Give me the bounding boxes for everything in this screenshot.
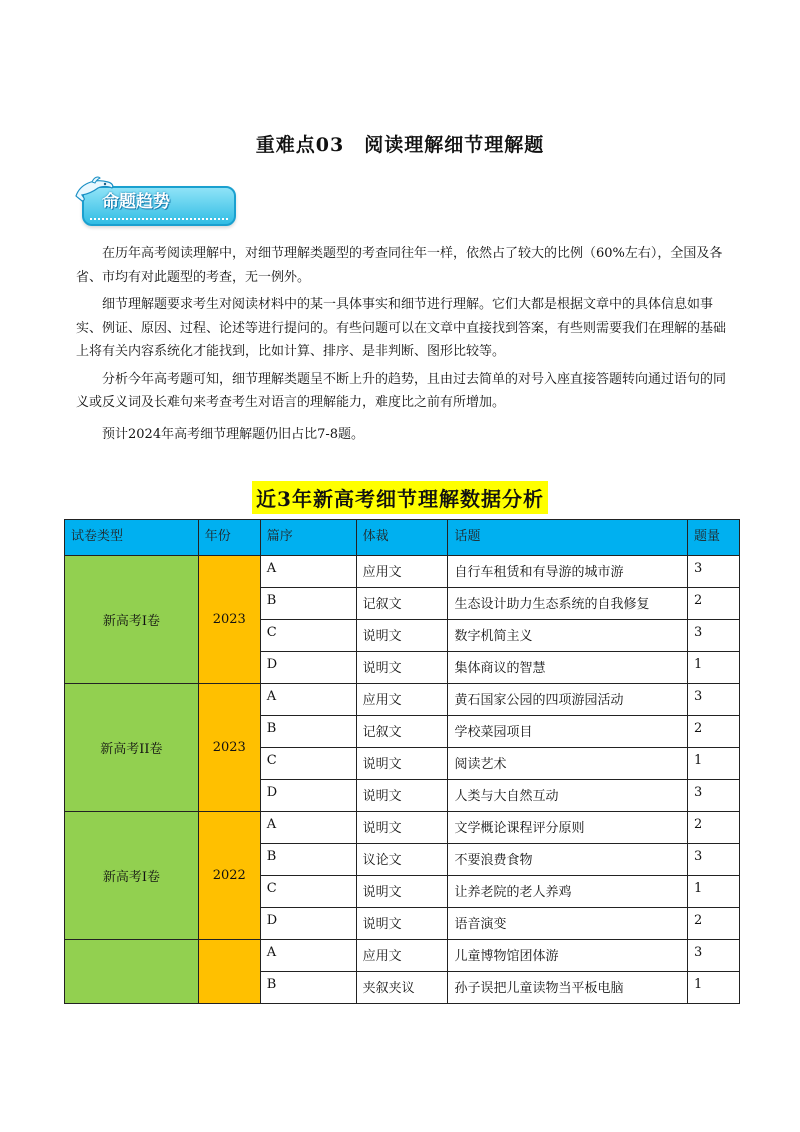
genre-cell: 议论文 bbox=[356, 844, 448, 876]
count-cell: 2 bbox=[688, 908, 740, 940]
table-row bbox=[65, 684, 740, 716]
genre-cell: 应用文 bbox=[356, 684, 448, 716]
year-cell: 2022 bbox=[198, 812, 260, 940]
count-cell: 3 bbox=[688, 620, 740, 652]
count-cell: 1 bbox=[688, 876, 740, 908]
paper-type-cell bbox=[65, 940, 199, 1004]
order-cell: C bbox=[260, 876, 356, 908]
count-cell: 1 bbox=[688, 652, 740, 684]
count-cell: 1 bbox=[688, 972, 740, 1004]
genre-cell: 记叙文 bbox=[356, 716, 448, 748]
header-year: 年份 bbox=[198, 520, 260, 556]
topic-cell: 儿童博物馆团体游 bbox=[448, 940, 688, 972]
topic-cell: 数字机简主义 bbox=[448, 620, 688, 652]
year-cell: 2023 bbox=[198, 556, 260, 684]
wave-decoration bbox=[90, 212, 228, 220]
header-genre: 体裁 bbox=[356, 520, 448, 556]
order-cell: C bbox=[260, 620, 356, 652]
count-cell: 2 bbox=[688, 716, 740, 748]
year-cell bbox=[198, 940, 260, 1004]
topic-cell: 学校菜园项目 bbox=[448, 716, 688, 748]
count-cell: 3 bbox=[688, 556, 740, 588]
table-header-row bbox=[65, 520, 740, 556]
genre-cell: 说明文 bbox=[356, 620, 448, 652]
topic-cell: 阅读艺术 bbox=[448, 748, 688, 780]
genre-cell: 应用文 bbox=[356, 556, 448, 588]
topic-cell: 人类与大自然互动 bbox=[448, 780, 688, 812]
genre-cell: 说明文 bbox=[356, 876, 448, 908]
genre-cell: 说明文 bbox=[356, 748, 448, 780]
topic-cell: 文学概论课程评分原则 bbox=[448, 812, 688, 844]
count-cell: 3 bbox=[688, 940, 740, 972]
topic-cell: 让养老院的老人养鸡 bbox=[448, 876, 688, 908]
table-row bbox=[65, 556, 740, 588]
intro-paragraph: 分析今年高考题可知，细节理解类题呈不断上升的趋势，且由过去简单的对号入座直接答题转向通过语句的同义或反义词及长难句来考查考生对语言的理解能力，难度比之前有所增加。 bbox=[76, 371, 727, 410]
table-title-text: 近3年新高考细节理解数据分析 bbox=[252, 481, 548, 514]
topic-cell: 生态设计助力生态系统的自我修复 bbox=[448, 588, 688, 620]
genre-cell: 说明文 bbox=[356, 812, 448, 844]
trend-label: 命题趋势 bbox=[102, 192, 170, 212]
order-cell: B bbox=[260, 716, 356, 748]
order-cell: B bbox=[260, 972, 356, 1004]
genre-cell: 说明文 bbox=[356, 652, 448, 684]
order-cell: D bbox=[260, 780, 356, 812]
order-cell: C bbox=[260, 748, 356, 780]
count-cell: 2 bbox=[688, 588, 740, 620]
order-cell: D bbox=[260, 908, 356, 940]
order-cell: A bbox=[260, 556, 356, 588]
genre-cell: 说明文 bbox=[356, 908, 448, 940]
header-count: 题量 bbox=[688, 520, 740, 556]
topic-cell: 黄石国家公园的四项游园活动 bbox=[448, 684, 688, 716]
order-cell: A bbox=[260, 684, 356, 716]
header-order: 篇序 bbox=[260, 520, 356, 556]
intro-paragraph: 预计2024年高考细节理解题仍旧占比7-8题。 bbox=[102, 426, 365, 442]
header-paper: 试卷类型 bbox=[65, 520, 199, 556]
topic-cell: 自行车租赁和有导游的城市游 bbox=[448, 556, 688, 588]
paper-type-cell: 新高考I卷 bbox=[65, 812, 199, 940]
count-cell: 3 bbox=[688, 844, 740, 876]
paper-type-cell: 新高考I卷 bbox=[65, 556, 199, 684]
table-row bbox=[65, 812, 740, 844]
table-title bbox=[0, 481, 800, 514]
order-cell: A bbox=[260, 940, 356, 972]
genre-cell: 夹叙夹议 bbox=[356, 972, 448, 1004]
page-title: 重难点03 阅读理解细节理解题 bbox=[255, 134, 545, 156]
count-cell: 3 bbox=[688, 684, 740, 716]
order-cell: B bbox=[260, 588, 356, 620]
header-topic: 话题 bbox=[448, 520, 688, 556]
topic-cell: 孙子误把儿童读物当平板电脑 bbox=[448, 972, 688, 1004]
intro-section bbox=[76, 242, 728, 450]
paper-type-cell: 新高考II卷 bbox=[65, 684, 199, 812]
order-cell: B bbox=[260, 844, 356, 876]
table-row bbox=[65, 940, 740, 972]
topic-cell: 语音演变 bbox=[448, 908, 688, 940]
trend-banner bbox=[72, 180, 234, 226]
table-body bbox=[65, 556, 740, 1004]
topic-cell: 不要浪费食物 bbox=[448, 844, 688, 876]
intro-paragraph: 在历年高考阅读理解中，对细节理解类题型的考查同往年一样，依然占了较大的比例（60%左右），全国及各省、市均有对此题型的考查，无一例外。 bbox=[76, 246, 723, 285]
order-cell: D bbox=[260, 652, 356, 684]
genre-cell: 记叙文 bbox=[356, 588, 448, 620]
count-cell: 2 bbox=[688, 812, 740, 844]
genre-cell: 说明文 bbox=[356, 780, 448, 812]
count-cell: 1 bbox=[688, 748, 740, 780]
data-table bbox=[64, 519, 740, 1004]
intro-paragraph: 细节理解题要求考生对阅读材料中的某一具体事实和细节进行理解。它们大都是根据文章中的具体信息如事实、例证、原因、过程、论述等进行提问的。有些问题可以在文章中直接找到答案，有些则需要我们在理解的基础上将有关内容系统化才能找到，比如计算、排序、是非判断、图形比较等。 bbox=[76, 297, 727, 359]
count-cell: 3 bbox=[688, 780, 740, 812]
genre-cell: 应用文 bbox=[356, 940, 448, 972]
year-cell: 2023 bbox=[198, 684, 260, 812]
topic-cell: 集体商议的智慧 bbox=[448, 652, 688, 684]
order-cell: A bbox=[260, 812, 356, 844]
